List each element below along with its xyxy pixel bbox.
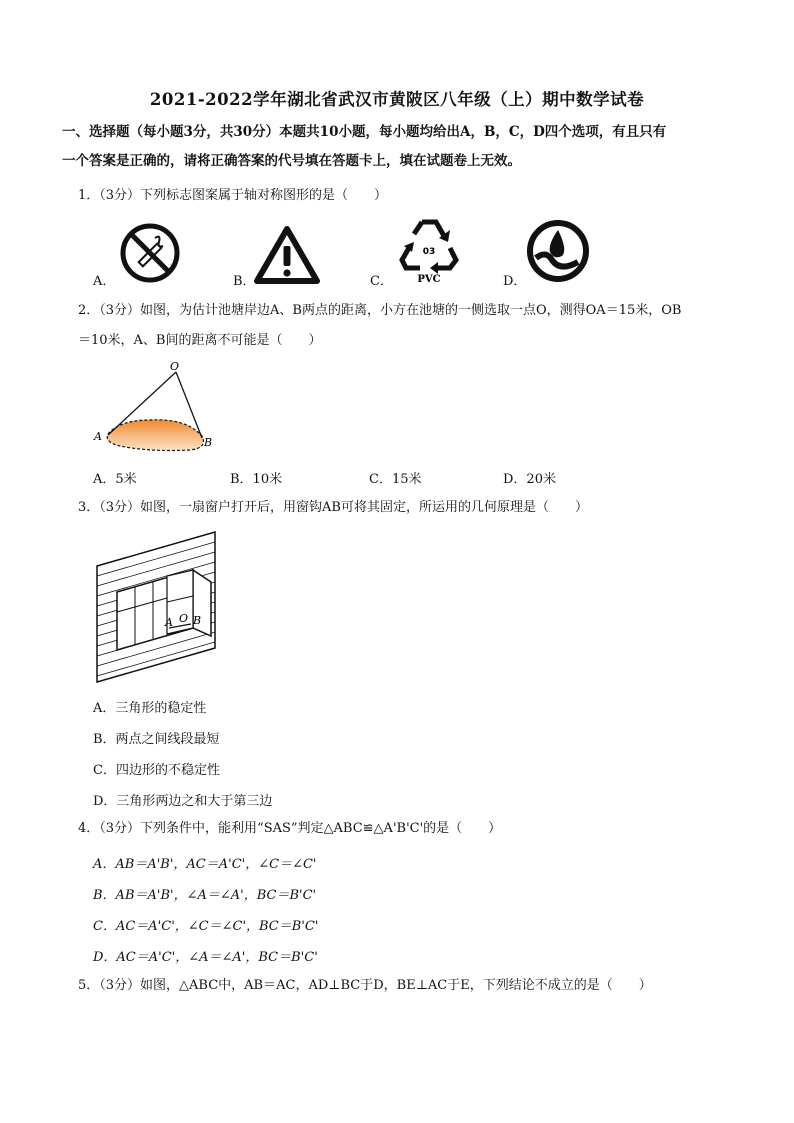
- q2-stem: [78, 296, 748, 356]
- no-smoking-icon: [119, 222, 181, 284]
- q3-option-a: A．三角形的稳定性: [93, 701, 207, 716]
- water-drop-icon: [526, 220, 590, 282]
- point-a-label: A: [165, 616, 173, 629]
- q4-option-d: D．AC＝A'C'，∠A＝∠A'，BC＝B'C': [93, 950, 318, 965]
- q1-option-d: D．: [503, 274, 527, 289]
- point-b-label: B: [193, 614, 202, 627]
- page-title: 2021-2022学年湖北省武汉市黄陂区八年级（上）期中数学试卷: [149, 90, 645, 109]
- q4-option-b: B．AB＝A'B'，∠A＝∠A'，BC＝B'C': [93, 888, 317, 903]
- q4-option-c: C．AC＝A'C'，∠C＝∠C'，BC＝B'C': [93, 919, 319, 934]
- q1-option-b: B．: [233, 274, 256, 289]
- q3-stem: 3．（3分）如图，一扇窗户打开后，用窗钩AB可将其固定，所运用的几何原理是（ ）: [78, 500, 588, 515]
- q4-stem: 4．（3分）下列条件中，能利用“SAS”判定△ABC≌△A'B'C'的是（ ）: [78, 821, 502, 836]
- q1-stem: 1．（3分）下列标志图案属于轴对称图形的是（ ）: [78, 188, 388, 203]
- q1-option-a: A．: [93, 274, 116, 289]
- recycle-pvc-icon: [394, 216, 464, 284]
- q3-option-b: B．两点之间线段最短: [93, 732, 220, 747]
- recycle-material: PVC: [417, 274, 441, 285]
- q4-option-a: A．AB＝A'B'，AC＝A'C'，∠C＝∠C': [93, 857, 317, 872]
- q2-pond-figure: [90, 358, 220, 458]
- point-o-label: O: [170, 360, 180, 373]
- q1-option-c: C．: [370, 274, 393, 289]
- point-o-label: O: [179, 612, 189, 625]
- section-line-2: 一个答案是正确的，请将正确答案的代号填在答题卡上，填在试题卷上无效。: [62, 153, 521, 169]
- q3-window-figure: [95, 530, 225, 685]
- q5-stem: 5．（3分）如图，△ABC中，AB＝AC，AD⊥BC于D，BE⊥AC于E，下列结论不成立的是（ ）: [78, 978, 652, 993]
- q2-line-2: ＝10米，A、B间的距离不可能是（ ）: [78, 333, 322, 348]
- warning-triangle-icon: [254, 226, 320, 284]
- q3-option-d: D．三角形两边之和大于第三边: [93, 794, 273, 809]
- q2-option-c: C．15米: [369, 472, 422, 487]
- section-line-1: 一、选择题（每小题3分，共30分）本题共10小题，每小题均给出A，B，C，D四个选项，有且只有: [62, 124, 667, 140]
- point-a-label: A: [94, 430, 102, 443]
- point-b-label: B: [204, 436, 213, 449]
- q2-option-a: A．5米: [93, 472, 137, 487]
- recycle-code: 03: [422, 247, 436, 257]
- section-header: [62, 118, 742, 176]
- q3-option-c: C．四边形的不稳定性: [93, 763, 220, 778]
- q2-option-b: B．10米: [230, 472, 283, 487]
- q2-line-1: 2．（3分）如图，为估计池塘岸边A、B两点的距离，小方在池塘的一侧选取一点O，测得OA＝15米，OB: [78, 303, 682, 318]
- q2-option-d: D．20米: [503, 472, 556, 487]
